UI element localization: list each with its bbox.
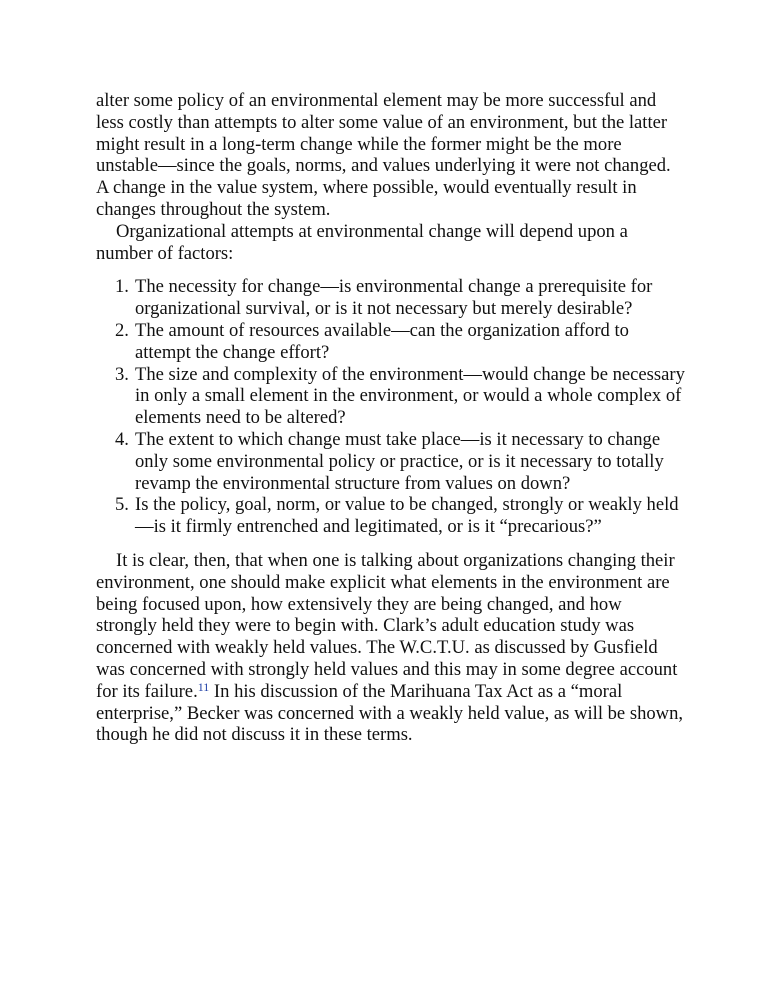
list-item-number: 4. bbox=[115, 428, 129, 450]
list-item-text: Is the policy, goal, norm, or value to be changed, strongly or weakly held—is it firmly entrenched and legitimated, or is it “precarious?” bbox=[135, 494, 679, 538]
list-item-text: The size and complexity of the environment—would change be necessary in only a small element in the environment, or would a whole complex of elements need to be altered? bbox=[135, 363, 685, 429]
conclusion-text-before-note: It is clear, then, that when one is talking about organizations changing their environment, one should make explicit what elements in the environment are being focused upon, how extensively they are being changed, and how strongly held they were to begin with. Clark’s adult education study was concerned with weakly held values. The W.C.T.U. as discussed by Gusfield was concerned with strongly held values and this may in some degree account for its failure. bbox=[96, 549, 678, 702]
paragraph-conclusion bbox=[96, 550, 686, 746]
list-item-text: The extent to which change must take place—is it necessary to change only some environmental policy or practice, or is it necessary to totally revamp the environmental structure from values on down? bbox=[135, 428, 664, 494]
list-item bbox=[115, 319, 686, 364]
list-item-number: 2. bbox=[115, 319, 129, 341]
footnote-link[interactable]: 11 bbox=[197, 679, 210, 694]
paragraph-continuation: alter some policy of an environmental element may be more successful and less costly than attempts to alter some value of an environment, but the latter might result in a long-term change while the former might be the more unstable—since the goals, norms, and values underlying it were not changed. A change in the value system, where possible, would eventually result in changes throughout the system. bbox=[96, 90, 671, 220]
list-item-number: 5. bbox=[115, 494, 129, 516]
document-page bbox=[96, 90, 686, 746]
list-item-text: The necessity for change—is environmental change a prerequisite for organizational survival, or is it not necessary but merely desirable? bbox=[135, 276, 653, 320]
list-item-number: 1. bbox=[115, 276, 129, 298]
list-item bbox=[115, 276, 686, 320]
list-item-number: 3. bbox=[115, 363, 129, 385]
list-item-text: The amount of resources available—can the organization afford to attempt the change effort? bbox=[135, 319, 629, 363]
paragraph-factors-intro: Organizational attempts at environmental change will depend upon a number of factors: bbox=[96, 220, 628, 264]
factors-list bbox=[96, 276, 686, 538]
list-item bbox=[115, 428, 686, 494]
list-item bbox=[115, 494, 686, 538]
conclusion-text-after-note: In his discussion of the Marihuana Tax Act as a “moral enterprise,” Becker was concerned with a weakly held value, as will be shown, though he did not discuss it in these terms. bbox=[96, 680, 684, 746]
list-item bbox=[115, 363, 686, 429]
